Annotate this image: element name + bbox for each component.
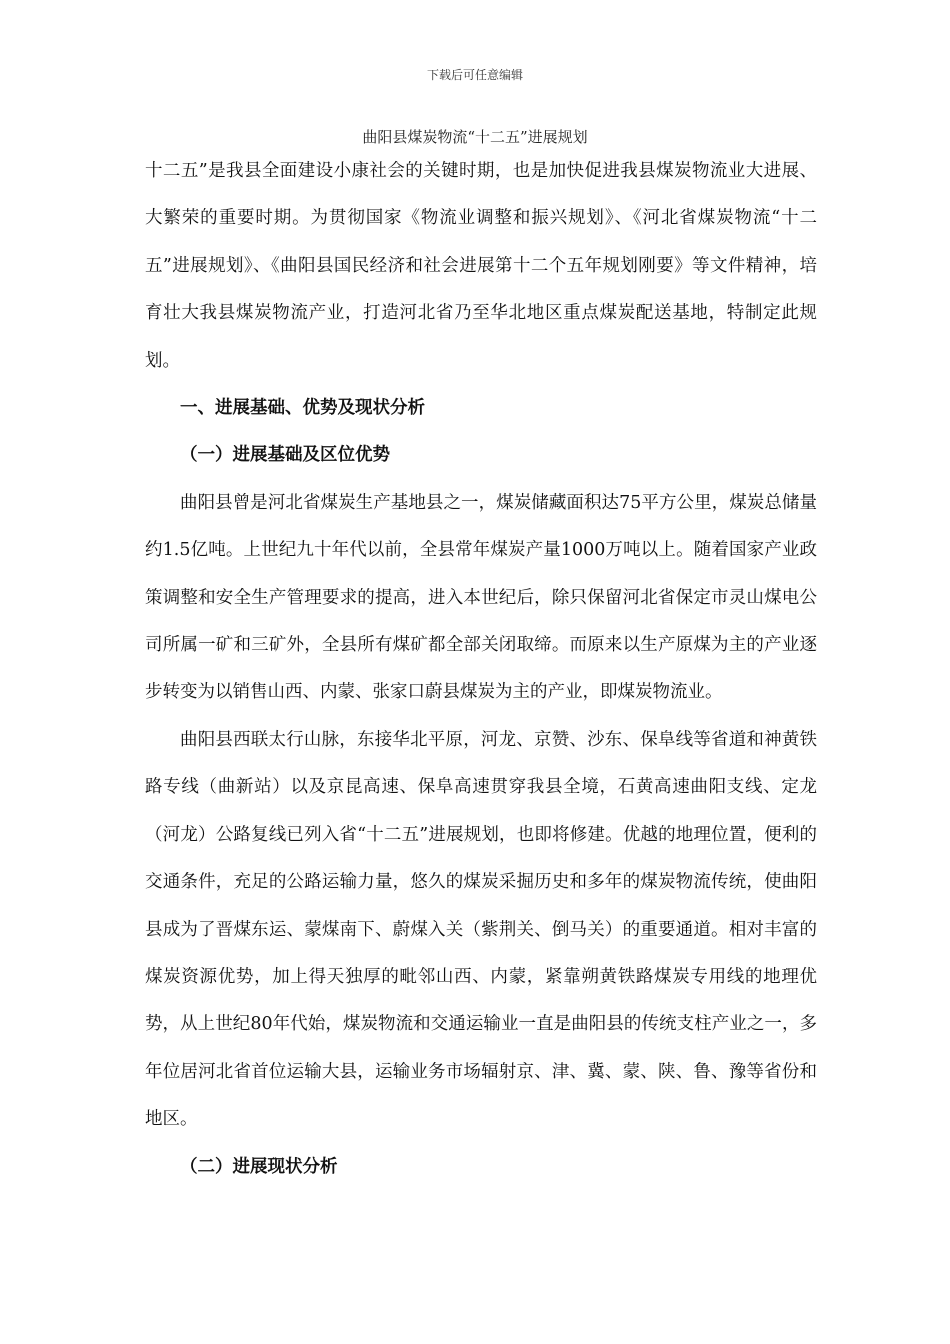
body-paragraph-2: 曲阳县西联太行山脉，东接华北平原，河龙、京赞、沙东、保阜线等省道和神黄铁路专线（曲新站）以及京昆高速、保阜高速贯穿我县全境，石黄高速曲阳支线、定龙（河龙）公路复线已列入省“十二五”进展规划，也即将修建。优越的地理位置，便利的交通条件，充足的公路运输力量，悠久的煤炭采掘历史和多年的煤炭物流传统，使曲阳县成为了晋煤东运、蒙煤南下、蔚煤入关（紫荆关、倒马关）的重要通道。相对丰富的煤炭资源优势，加上得天独厚的毗邻山西、内蒙，紧靠朔黄铁路煤炭专用线的地理优势，从上世纪80年代始，煤炭物流和交通运输业一直是曲阳县的传统支柱产业之一，多年位居河北省首位运输大县，运输业务市场辐射京、津、冀、蒙、陕、鲁、豫等省份和地区。 bbox=[145, 729, 817, 1130]
page-header-note: 下载后可任意编辑 bbox=[426, 68, 523, 82]
document-body bbox=[145, 148, 817, 1191]
section-heading-1: 一、进展基础、优势及现状分析 bbox=[180, 398, 425, 419]
intro-paragraph: 十二五”是我县全面建设小康社会的关键时期，也是加快促进我县煤炭物流业大进展、大繁荣的重要时期。为贯彻国家《物流业调整和振兴规划》、《河北省煤炭物流“十二五”进展规划》、《曲阳县国民经济和社会进展第十二个五年规划刚要》等文件精神，培育壮大我县煤炭物流产业，打造河北省乃至华北地区重点煤炭配送基地，特制定此规划。 bbox=[145, 161, 817, 371]
body-paragraph-1: 曲阳县曾是河北省煤炭生产基地县之一，煤炭储藏面积达75平方公里，煤炭总储量约1.5亿吨。上世纪九十年代以前，全县常年煤炭产量1000万吨以上。随着国家产业政策调整和安全生产管理要求的提高，进入本世纪后，除只保留河北省保定市灵山煤电公司所属一矿和三矿外，全县所有煤矿都全部关闭取缔。而原来以生产原煤为主的产业逐步转变为以销售山西、内蒙、张家口蔚县煤炭为主的产业，即煤炭物流业。 bbox=[145, 492, 817, 703]
subsection-heading-2: （二）进展现状分析 bbox=[180, 1156, 338, 1177]
subsection-heading-1: （一）进展基础及区位优势 bbox=[180, 445, 390, 466]
document-title: 曲阳县煤炭物流“十二五”进展规划 bbox=[362, 128, 588, 146]
